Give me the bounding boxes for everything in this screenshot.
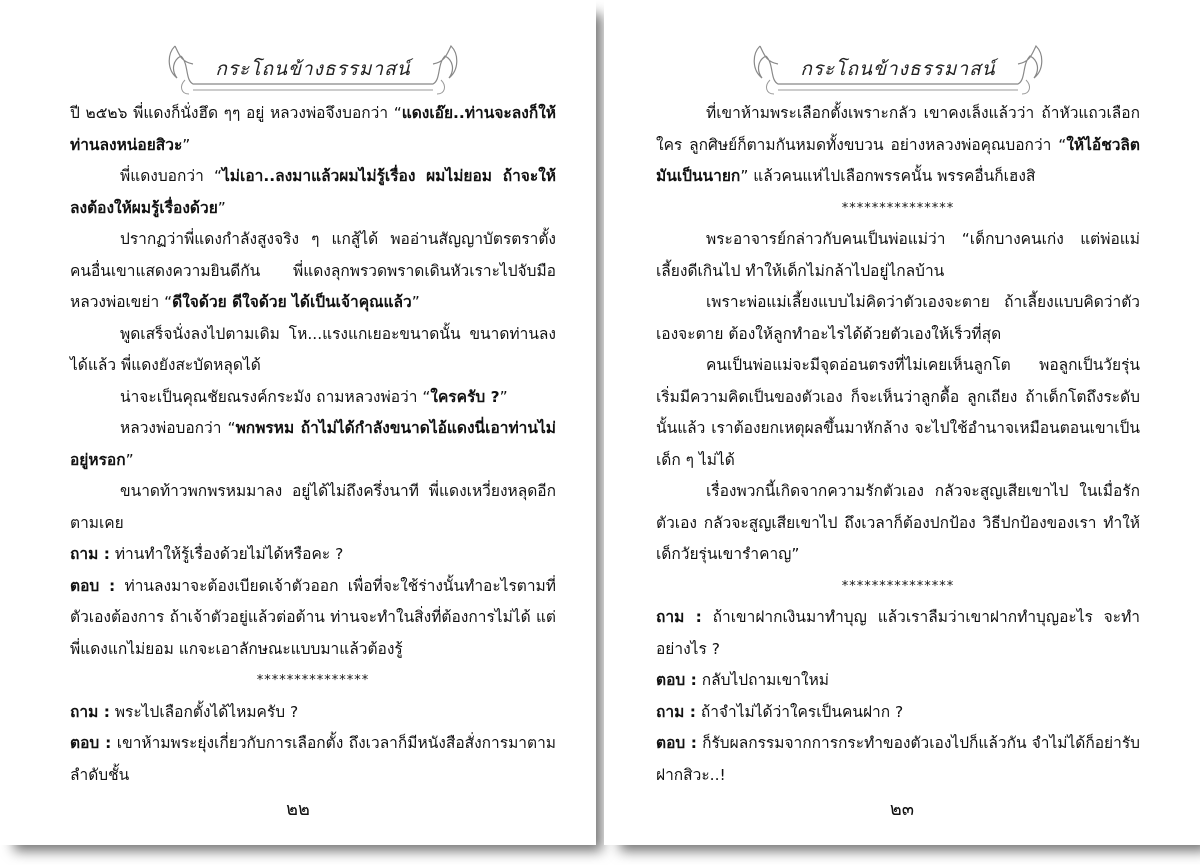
- paragraph: [656, 697, 1140, 729]
- paragraph: [70, 571, 556, 666]
- text-run: ”: [411, 293, 420, 311]
- right-page: [604, 0, 1200, 845]
- text-run: ท่านลงมาจะต้องเบียดเจ้าตัวออก เพื่อที่จะใช้ร่างนั้นทำอะไรตามที่ตัวเองต้องการ ถ้าเจ้าตัวอยู่แล้วต่อต้าน ท่านจะทำในสิ่งที่ต้องการไม่ได้ แต่พี่แดงแกไม่ยอม แกจะเอาลักษณะแบบมาแล้วต้องรู้: [70, 576, 556, 658]
- text-run: หลวงพ่อบอกว่า “: [120, 419, 236, 437]
- text-run: พูดเสร็จนั่งลงไปตามเดิม โห...แรงแกเยอะขนาดนั้น ขนาดท่านลงได้แล้ว พี่แดงยังสะบัดหลุดได้: [70, 324, 556, 374]
- paragraph: [656, 224, 1140, 287]
- text-run: ” แล้วคนแห่ไปเลือกพรรคนั้น พรรคอื่นก็เฮงสิ: [740, 167, 1036, 185]
- text-run: ปี ๒๕๒๖ พี่แดงก็นั่งฮึด ๆๆ อยู่ หลวงพ่อจึงบอกว่า “: [70, 104, 402, 122]
- text-run: เขาห้ามพระยุ่งเกี่ยวกับการเลือกตั้ง ถึงเวลาก็มีหนังสือสั่งการมาตามลำดับชั้น: [70, 734, 556, 784]
- right-page-header: [656, 40, 1140, 98]
- paragraph: [70, 319, 556, 382]
- text-run: ”: [125, 450, 134, 469]
- text-run: ขนาดท้าวพกพรหมมาลง อยู่ได้ไม่ถึงครึ่งนาที พี่แดงเหวี่ยงหลุดอีกตามเคย: [70, 482, 556, 532]
- paragraph: [70, 539, 556, 571]
- text-run: พี่แดงบอกว่า “: [120, 167, 223, 185]
- text-run: ถ้าจำไม่ได้ว่าใครเป็นคนฝาก ?: [695, 702, 904, 721]
- bold-text-run: ดีใจด้วย ดีใจด้วย ได้เป็นเจ้าคุณแล้ว: [172, 293, 412, 311]
- left-page-header: [70, 40, 556, 98]
- paragraph: [70, 161, 556, 224]
- text-run: ที่เขาห้ามพระเลือกตั้งเพราะกลัว เขาคงเล็งแล้วว่า ถ้าหัวแถวเลือกใคร ลูกศิษย์ก็ตามกันหมดทั้งขบวน อย่างหลวงพ่อคุณบอกว่า “: [656, 104, 1140, 154]
- left-page: [0, 0, 596, 845]
- text-run: ถ้าเขาฝากเงินมาทำบุญ แล้วเราลืมว่าเขาฝากทำบุญอะไร จะทำอย่างไร ?: [656, 608, 1140, 658]
- paragraph: [70, 476, 556, 539]
- text-run: พระไปเลือกตั้งได้ไหมครับ ?: [109, 702, 299, 721]
- bold-text-run: แดงเอ๊ย..ท่านจะลงก็ให้ท่านลงหน่อยสิวะ: [70, 104, 556, 154]
- paragraph: [656, 602, 1140, 665]
- section-separator: ***************: [256, 673, 370, 688]
- paragraph: [656, 98, 1140, 193]
- right-page-body: [656, 98, 1140, 791]
- bold-text-run: ไม่เอา..ลงมาแล้วผมไม่รู้เรื่อง ผมไม่ยอม ถ้าจะให้ลงต้องให้ผมรู้เรื่องด้วย: [70, 167, 556, 217]
- paragraph: [656, 476, 1140, 571]
- bold-text-run: ถาม :: [656, 608, 702, 626]
- paragraph: [656, 665, 1140, 697]
- paragraph: [70, 728, 556, 791]
- bold-text-run: ตอบ :: [656, 734, 697, 752]
- paragraph: [656, 728, 1140, 791]
- bold-text-run: ถาม :: [656, 702, 696, 721]
- bold-text-run: ใครครับ ?: [430, 387, 500, 406]
- paragraph: [656, 287, 1140, 350]
- bold-text-run: ตอบ :: [70, 576, 116, 595]
- paragraph: [70, 224, 556, 319]
- section-separator: ***************: [841, 200, 955, 216]
- bold-text-run: ถาม :: [70, 545, 110, 563]
- header-title: กระโถนข้างธรรมาสน์: [800, 58, 996, 80]
- text-run: พระอาจารย์กล่าวกับคนเป็นพ่อแม่ว่า “เด็กบางคนเก่ง แต่พ่อแม่เลี้ยงดีเกินไป ทำให้เด็กไม่กล้าไปอยู่ไกลบ้าน: [656, 230, 1140, 280]
- header-title: กระโถนข้างธรรมาสน์: [215, 58, 411, 80]
- section-separator: ***************: [841, 578, 955, 594]
- text-run: เพราะพ่อแม่เลี้ยงแบบไม่คิดว่าตัวเองจะตาย ถ้าเลี้ยงแบบคิดว่าตัวเองจะตาย ต้องให้ลูกทำอะไรได้ด้วยตัวเองให้เร็วที่สุด: [656, 293, 1140, 343]
- text-run: ก็รับผลกรรมจากการกระทำของตัวเองไปก็แล้วกัน จำไม่ได้ก็อย่ารับฝากสิวะ..!: [656, 734, 1140, 784]
- paragraph: [70, 98, 556, 161]
- bold-text-run: ให้ไอ้ชวลิตมันเป็นนายก: [656, 135, 1140, 185]
- text-run: กลับไปถามเขาใหม่: [696, 671, 830, 689]
- text-run: ”: [182, 135, 191, 154]
- paragraph: [70, 413, 556, 476]
- paragraph: [656, 350, 1140, 476]
- paragraph: [70, 382, 556, 414]
- left-page-body: [70, 98, 556, 791]
- text-run: ”: [499, 387, 508, 406]
- text-run: ”: [217, 198, 226, 217]
- bold-text-run: พกพรหม ถ้าไม่ได้กำลังขนาดไอ้แดงนี่เอาท่านไม่อยู่หรอก: [70, 419, 556, 469]
- bold-text-run: ถาม :: [70, 702, 110, 721]
- text-run: เรื่องพวกนี้เกิดจากความรักตัวเอง กลัวจะสูญเสียเขาไป ในเมื่อรักตัวเอง กลัวจะสูญเสียเขาไป ถึงเวลาก็ต้องปกป้อง วิธีปกป้องของเรา ทำให้เด็กวัยรุ่นเขารำคาญ”: [656, 482, 1140, 563]
- text-run: ปรากฏว่าพี่แดงกำลังสูงจริง ๆ แกสู้ได้ พออ่านสัญญาบัตรตราตั้ง คนอื่นเขาแสดงความยินดีกัน พี่แดงลุกพรวดพราดเดินหัวเราะไปจับมือหลวงพ่อเขย่า “: [70, 230, 556, 311]
- paragraph: [70, 697, 556, 729]
- bold-text-run: ตอบ :: [70, 734, 112, 752]
- text-run: น่าจะเป็นคุณชัยณรงค์กระมัง ถามหลวงพ่อว่า “: [120, 387, 431, 406]
- page-number: ๒๒: [286, 799, 310, 820]
- text-run: ท่านทำให้รู้เรื่องด้วยไม่ได้หรือคะ ?: [109, 545, 344, 563]
- text-run: คนเป็นพ่อแม่จะมีจุดอ่อนตรงที่ไม่เคยเห็นลูกโต พอลูกเป็นวัยรุ่นเริ่มมีความคิดเป็นของตัวเอง ก็จะเห็นว่าลูกดื้อ ลูกเถียง ถ้าเด็กโตถึงระดับนั้นแล้ว เราต้องยกเหตุผลขึ้นมาหักล้าง จะไปใช้อำนาจเหมือนตอนเขาเป็นเด็ก ๆ ไม่ได้: [656, 356, 1140, 469]
- bold-text-run: ตอบ :: [656, 671, 697, 689]
- page-number: ๒๓: [889, 799, 915, 820]
